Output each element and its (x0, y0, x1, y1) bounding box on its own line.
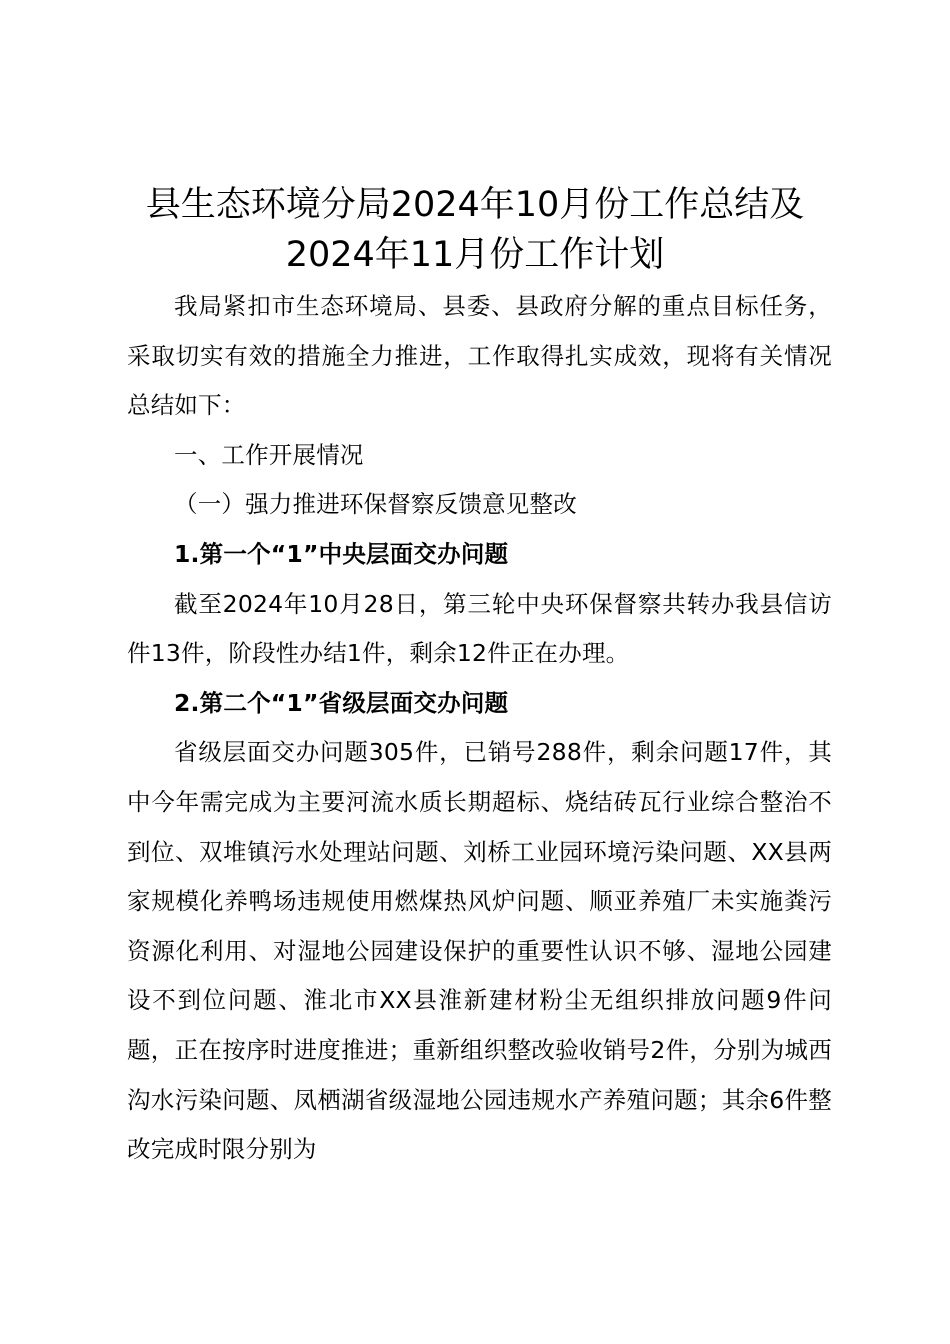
intro-paragraph: 我局紧扣市生态环境局、县委、县政府分解的重点目标任务，采取切实有效的措施全力推进，工作取得扎实成效，现将有关情况总结如下： (127, 292, 832, 420)
section-heading-1: 一、工作开展情况 (174, 440, 364, 469)
document-body (127, 282, 832, 1175)
subsection-heading-1: （一）强力推进环保督察反馈意见整改 (174, 490, 577, 519)
item-heading-2: 2.第二个“1”省级层面交办问题 (174, 688, 509, 717)
item-paragraph-1: 截至2024年10月28日，第三轮中央环保督察共转办我县信访件13件，阶段性办结1件，剩余12件正在办理。 (127, 589, 832, 668)
document-title (80, 180, 870, 280)
title-line-2: 2024年11月份工作计划 (285, 235, 665, 275)
item-heading-1: 1.第一个“1”中央层面交办问题 (174, 539, 509, 568)
item-paragraph-2: 省级层面交办问题305件，已销号288件，剩余问题17件，其中今年需完成为主要河流水质长期超标、烧结砖瓦行业综合整治不到位、双堆镇污水处理站问题、刘桥工业园环境污染问题、XX县两家规模化养鸭场违规使用燃煤热风炉问题、顺亚养殖厂未实施粪污资源化利用、对湿地公园建设保护的重要性认识不够、湿地公园建设不到位问题、淮北市XX县淮新建材粉尘无组织排放问题9件问题，正在按序时进度推进；重新组织整改验收销号2件，分别为城西沟水污染问题、凤栖湖省级湿地公园违规水产养殖问题；其余6件整改完成时限分别为 (127, 738, 832, 1164)
title-line-1: 县生态环境分局2024年10月份工作总结及 (145, 185, 805, 225)
